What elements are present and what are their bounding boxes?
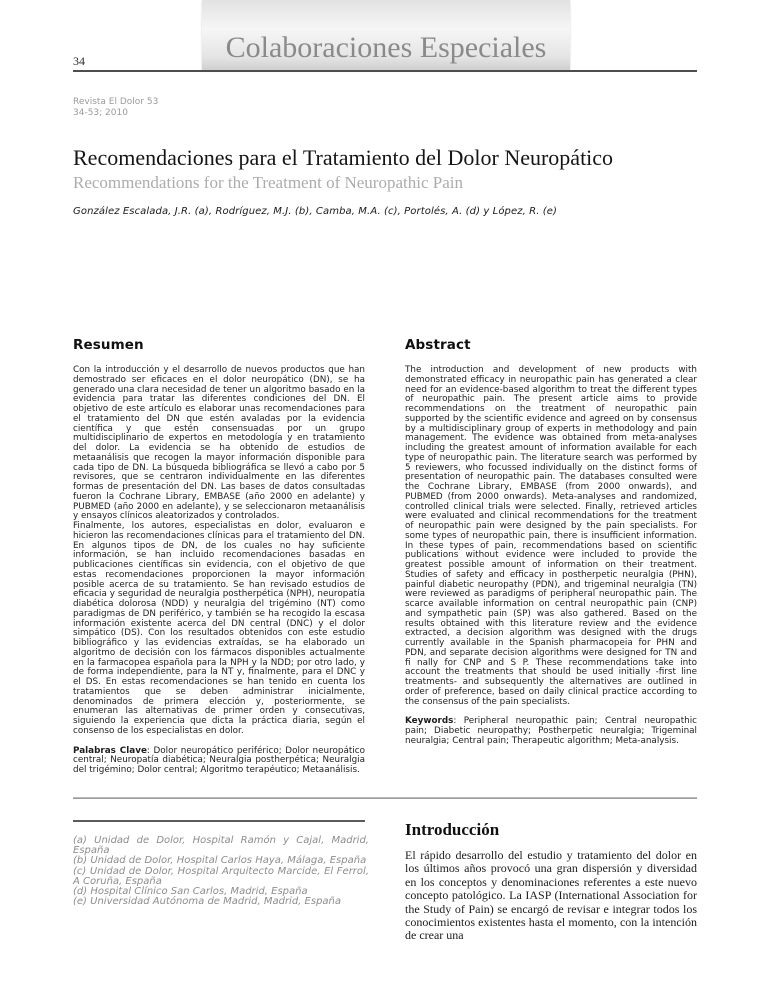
introduction-paragraph: El rápido desarrollo del estudio y tratamiento del dolor en los últimos años provocó una gran dispersión y diversidad en los conceptos y denominaciones referentes a este nuevo concepto patológico. La IASP (International Association for the Study of Pain) se encargó de revisar e integrar todos los conocimientos existentes hasta el momento, con la intención de crear una [405,848,697,943]
introduction-heading: Introducción [405,820,500,839]
affiliations-list [73,836,369,907]
keywords-text: : Peripheral neuropathic pain; Central neuropathic pain; Diabetic neuropathy; Postherpetic neuralgia; Trigeminal neuralgia; Central pain; Therapeutic algorithm; Meta-analysis. [405,716,697,746]
palabras-clave-text: : Dolor neuropático periférico; Dolor neuropático central; Neuropatía diabética; Neuralgia postherpética; Neuralgia del trigémino; Dolor central; Algoritmo terapéutico; Metaanálisis. [73,745,365,775]
affiliations-divider [73,820,365,822]
affiliation-item: (e) Universidad Autónoma de Madrid, Madrid, España [73,896,342,908]
abstract-column [405,337,697,776]
header-divider [73,70,697,72]
resumen-heading: Resumen [73,337,144,353]
page-number: 34 [73,54,85,68]
section-banner-title: Colaboraciones Especiales [225,31,547,64]
article-title-english: Recommendations for the Treatment of Neuropathic Pain [73,173,463,192]
abstract-heading: Abstract [405,337,471,353]
abstract-paragraph-1: The introduction and development of new products with demonstrated efficacy in neuropathic pain has generated a clear need for an evidence-based algorithm to treat the different types of neuropathic pain. The present article aims to provide recommendations on the treatment of neuropathic pain supported by the scientific evidence and agreed on by consensus by a multidisciplinary group of experts in methodology and pain management. The evidence was obtained from meta-analyses including the greatest amount of information available for each type of neuropathic pain. The literature search was performed by 5 reviewers, who focussed individually on the distinct forms of presentation of neuropathic pain. The databases consulted were the Cochrane Library, EMBASE (from 2000 onwards), and PUBMED (from 2000 onwards). Meta-analyses and randomized, controlled clinical trials were selected. Finally, retrieved articles were evaluated and clinical recommendations for the treatment of neuropathic pain were designed by the pain specialists. For some types of neuropathic pain, there is insufficient information. In these types of pain, recommendations based on scientific publications without evidence were included to provide the greatest possible amount of information on their treatment. Studies of safety and efficacy in postherpetic neuralgia (PHN), painful diabetic neuropathy (PDN), and trigeminal neuralgia (TN) were reviewed as paradigms of peripheral neuropathic pain. The scarce available information on central neuropathic pain (CNP) and sympathetic pain (SP) was also gathered. Based on the results obtained with this literature review and the evidence extracted, a decision algorithm was designed with the drugs currently available in the Spanish pharmacopeia for PHN and PDN, and separate decision algorithms were designed for TN and fi nally for CNP and S P. These recommendations take into account the treatments that should be used initially -first line treatments- and subsequently the alternatives are outlined in order of preference, based on daily clinical practice according to the consensus of the pain specialists. [405,365,697,707]
journal-info [73,97,158,119]
journal-name: Revista El Dolor 53 [73,97,159,107]
section-banner [202,0,570,70]
footer-divider-full [73,797,697,799]
palabras-clave-label: Palabras Clave [73,745,147,756]
resumen-paragraph-1: Con la introducción y el desarrollo de nuevos productos que han demostrado ser eficaces en el dolor neuropático (DN), se ha generado una clara necesidad de tener un algoritmo basado en la evidencia para tratar las diferentes condiciones del DN. El objetivo de este artículo es elaborar unas recomendaciones para el tratamiento del DN que estén avaladas por la evidencia científica y que estén consensuadas por un grupo multidisciplinario de expertos en metodología y en tratamiento del dolor. La evidencia se ha obtenido de estudios de metaanálisis que recogen la mayor información disponible para cada tipo de DN. La búsqueda bibliográfica se llevó a cabo por 5 revisores, que se centraron individualmente en las diferentes formas de presentación del DN. Las bases de datos consultadas fueron la Cochrane Library, EMBASE (año 2000 en adelante) y PUBMED (año 2000 en adelante), y se seleccionaron metaanálisis y ensayos clínicos aleatorizados y controlados. [73,365,365,522]
affiliation-item: (a) Unidad de Dolor, Hospital Ramón y Cajal, Madrid, España [73,835,369,857]
palabras-clave [73,747,365,776]
article-title-spanish: Recomendaciones para el Tratamiento del Dolor Neuropático [73,145,614,170]
abstract-columns [73,337,697,776]
resumen-paragraph-2: Finalmente, los autores, especialistas en dolor, evaluaron e hicieron las recomendaciones clínicas para el tratamiento del DN. En algunos tipos de DN, de los cuales no hay suficiente información, se han incluido recomendaciones basadas en publicaciones científicas sin evidencia, con el objetivo de que estas recomendaciones proporcionen la mayor información posible acerca de su tratamiento. Se han revisado estudios de eficacia y seguridad de neuralgia postherpética (NPH), neuropatía diabética dolorosa (NDD) y neuralgia del trigémino (NT) como paradigmas de DN periférico, y también se ha recogido la escasa información existente acerca del DN central (DNC) y el dolor simpático (DS). Con los resultados obtenidos con este estudio bibliográfico y las evidencias extraídas, se ha elaborado un algoritmo de decisión con los fármacos disponibles actualmente en la farmacopea española para la NPH y la NDD; por otro lado, y de forma independiente, para la NT y, finalmente, para el DNC y el DS. En estas recomendaciones se han tenido en cuenta los tratamientos que se deben administrar inicialmente, denominados de primera elección y, posteriormente, se enumeran las alternativas de primer orden y consecutivas, siguiendo la experiencia que dicta la práctica diaria, según el consenso de los especialistas en dolor. [73,521,365,736]
keywords-label: Keywords [405,716,454,727]
affiliation-item: (d) Hospital Clínico San Carlos, Madrid, España [73,886,308,898]
introduction-section [405,820,697,943]
affiliation-item: (b) Unidad de Dolor, Hospital Carlos Haya, Málaga, España [73,855,367,867]
resumen-body [73,366,365,776]
authors-line: González Escalada, J.R. (a), Rodríguez, M.J. (b), Camba, M.A. (c), Portolés, A. (d) y López, R. (e) [73,206,558,217]
abstract-body [405,366,697,747]
title-block [73,145,697,217]
keywords [405,717,697,746]
affiliation-item: (c) Unidad de Dolor, Hospital Arquitecto Marcide, El Ferrol, A Coruña, España [73,865,369,887]
resumen-column [73,337,365,776]
journal-pages-year: 34-53; 2010 [73,108,128,118]
